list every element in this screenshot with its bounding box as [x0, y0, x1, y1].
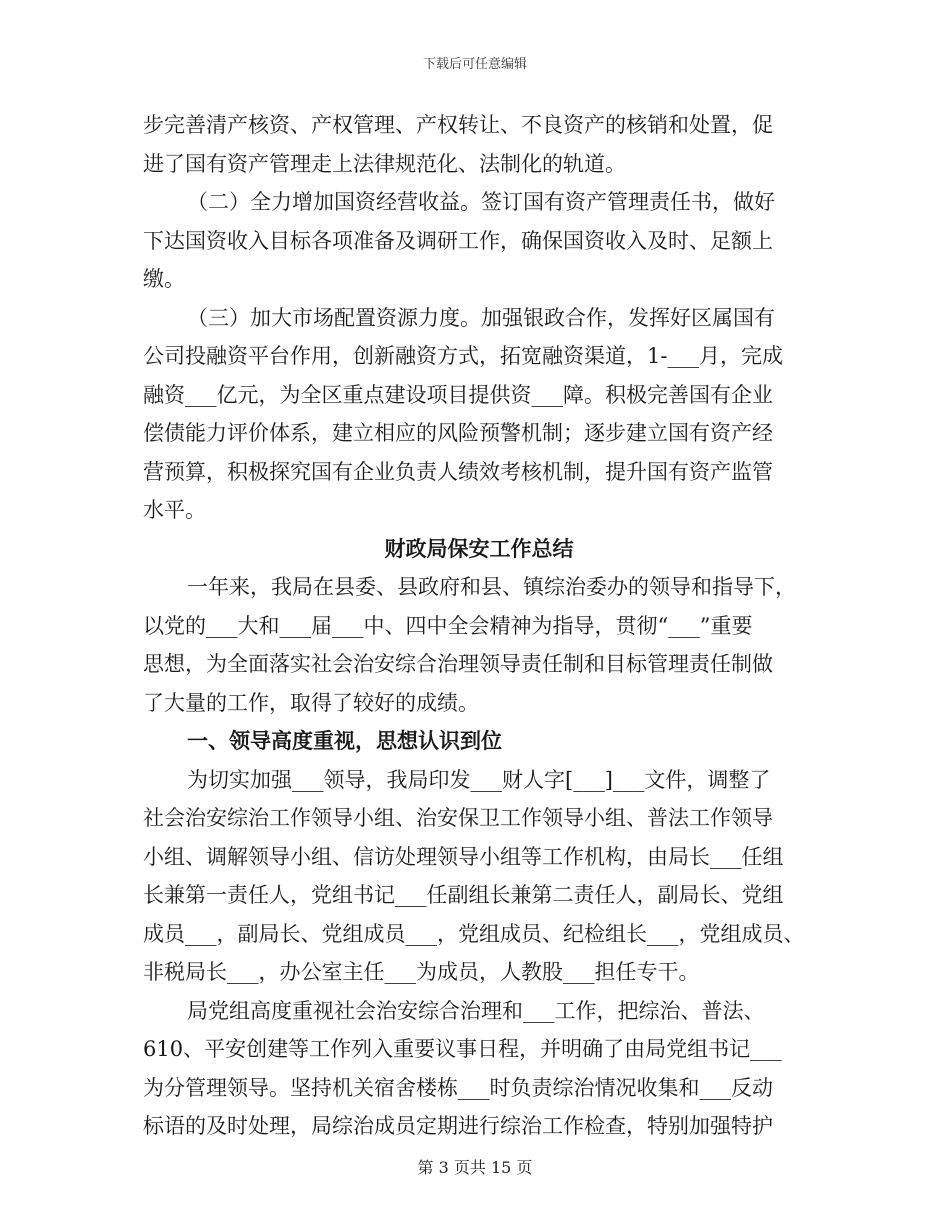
text-line: 一年来，我局在县委、县政府和县、镇综治委办的领导和指导下，: [187, 575, 796, 599]
text-line: 水平。: [143, 498, 206, 522]
text-line: 融资___亿元，为全区重点建设项目提供资___障。积极完善国有企业: [143, 382, 773, 407]
text-line: 610、平安创建等工作列入重要议事日程，并明确了由局党组书记___: [143, 1037, 782, 1061]
text-line: 局党组高度重视社会治安综合治理和___工作，把综治、普法、: [187, 998, 765, 1023]
text-line: 步完善清产核资、产权管理、产权转让、不良资产的核销和处置，促: [143, 113, 773, 137]
document-body: [143, 106, 815, 1146]
text-line: 营预算，积极探究国有企业负责人绩效考核机制，提升国有资产监管: [143, 459, 773, 484]
text-line: （三）加大市场配置资源力度。加强银政合作，发挥好区属国有: [187, 305, 775, 330]
text-line: 成员___，副局长、党组成员___，党组成员、纪检组长___，党组成员、: [143, 921, 805, 946]
text-line: 偿债能力评价体系，建立相应的风险预警机制；逐步建立国有资产经: [143, 421, 773, 445]
page-header: 下载后可任意编辑: [422, 57, 527, 72]
heading-line: 一、领导高度重视，思想认识到位: [187, 728, 502, 753]
text-line: 为切实加强___领导，我局印发___财人字[___]___文件，调整了: [187, 767, 771, 792]
text-line: 思想，为全面落实社会治安综合治理领导责任制和目标管理责任制做: [143, 652, 773, 676]
text-line: 标语的及时处理，局综治成员定期进行综治工作检查，特别加强特护: [143, 1114, 773, 1138]
text-line: （二）全力增加国资经营收益。签订国有资产管理责任书，做好: [187, 190, 775, 214]
text-line: 以党的___大和___届___中、四中全会精神为指导，贯彻“___”重要: [143, 613, 753, 638]
heading-line: 财政局保安工作总结: [384, 535, 574, 561]
text-line: 长兼第一责任人，党组书记___任副组长兼第二责任人，副局长、党组: [143, 883, 784, 907]
text-line: 进了国有资产管理走上法律规范化、法制化的轨道。: [143, 151, 626, 176]
text-line: 缴。: [143, 267, 185, 291]
text-line: 社会治安综治工作领导小组、治安保卫工作领导小组、普法工作领导: [143, 806, 773, 830]
text-line: 了大量的工作，取得了较好的成绩。: [143, 690, 479, 715]
page-footer: 第 3 页共 15 页: [417, 1158, 533, 1177]
text-line: 非税局长___，办公室主任___为成员，人教股___担任专干。: [143, 960, 700, 984]
text-line: 小组、调解领导小组、信访处理领导小组等工作机构，由局长___任组: [143, 844, 784, 869]
text-line: 为分管理领导。坚持机关宿舍楼栋___时负责综治情况收集和___反动: [143, 1075, 773, 1100]
text-line: 下达国资收入目标各项准备及调研工作，确保国资收入及时、足额上: [143, 228, 773, 253]
text-line: 公司投融资平台作用，创新融资方式，拓宽融资渠道，1-___月，完成: [143, 344, 783, 368]
